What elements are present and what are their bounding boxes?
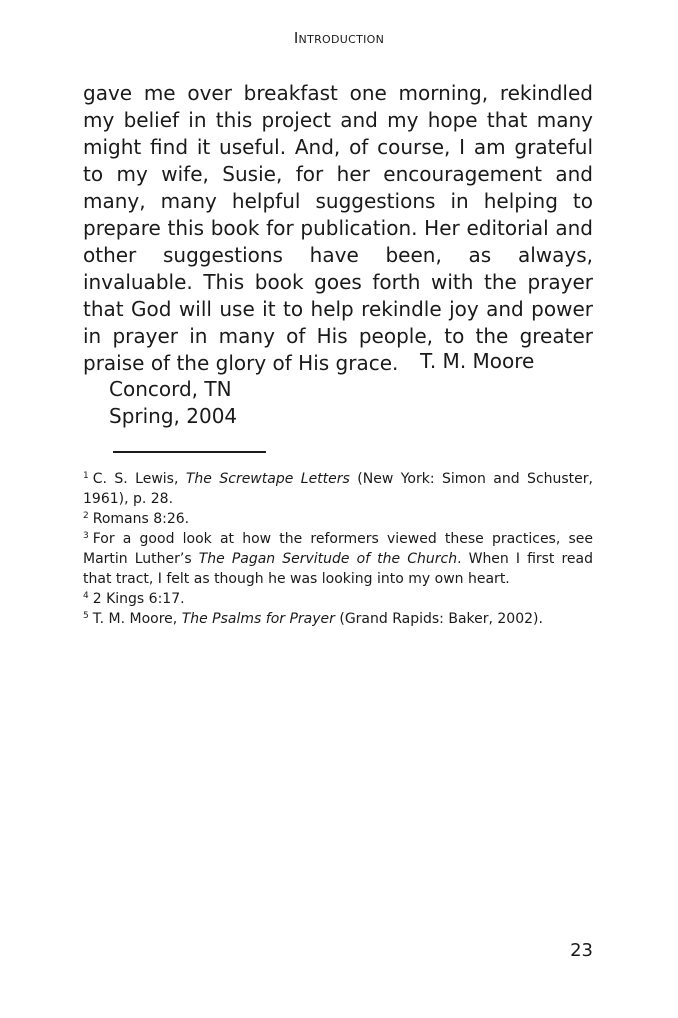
body-paragraph: gave me over breakfast one morning, rekindled my belief in this project and my hope that many might find it useful. And, of course, I am grateful to my wife, Susie, for her encouragement and many, many helpful suggestions in helping to prepare this book for publication. Her editorial and other suggestions have been, as always, invaluable. This book goes forth with the prayer that God will use it to help rekindle joy and power in prayer in many of His people, to the greater praise of the glory of His grace. [83,81,593,375]
signature-place: Concord, TN [109,377,232,401]
footnote [83,469,593,509]
footnote [83,509,593,529]
footnote-marker: 2 [83,511,89,521]
footnote-text: Romans 8:26. [92,511,190,527]
footnote [83,529,593,589]
footnote-text: . When I first read that tract, I felt as though he was looking into my own heart. [83,551,594,587]
footnote-marker: 5 [83,611,89,621]
footnote-book-title: The Pagan Servitude of the Church [198,551,458,567]
page-number: 23 [570,940,593,961]
footnote-book-title: The Psalms for Prayer [181,611,335,627]
footnote [83,589,593,609]
footnote-marker: 1 [83,471,89,481]
footnote-text: T. M. Moore, [92,611,182,627]
footnotes [83,469,593,629]
author-signature: T. M. Moore [420,349,535,373]
footnote-text: (Grand Rapids: Baker, 2002). [334,611,543,627]
footnote-marker: 4 [83,591,89,601]
footnote-text: For a good look at how the reformers viewed these practices, see Martin Luther’s [83,531,593,567]
footnote-book-title: The Screwtape Letters [185,471,350,487]
footnote-marker: 3 [83,531,89,541]
footnote-text: C. S. Lewis, [92,471,186,487]
footnote [83,609,593,629]
running-head: Introduction [293,29,385,47]
footnote-text: (New York: Simon and Schuster, 1961), p. 28. [83,471,593,507]
signature-date: Spring, 2004 [109,404,238,428]
footnote-text: 2 Kings 6:17. [92,591,185,607]
footnote-rule [113,451,266,453]
